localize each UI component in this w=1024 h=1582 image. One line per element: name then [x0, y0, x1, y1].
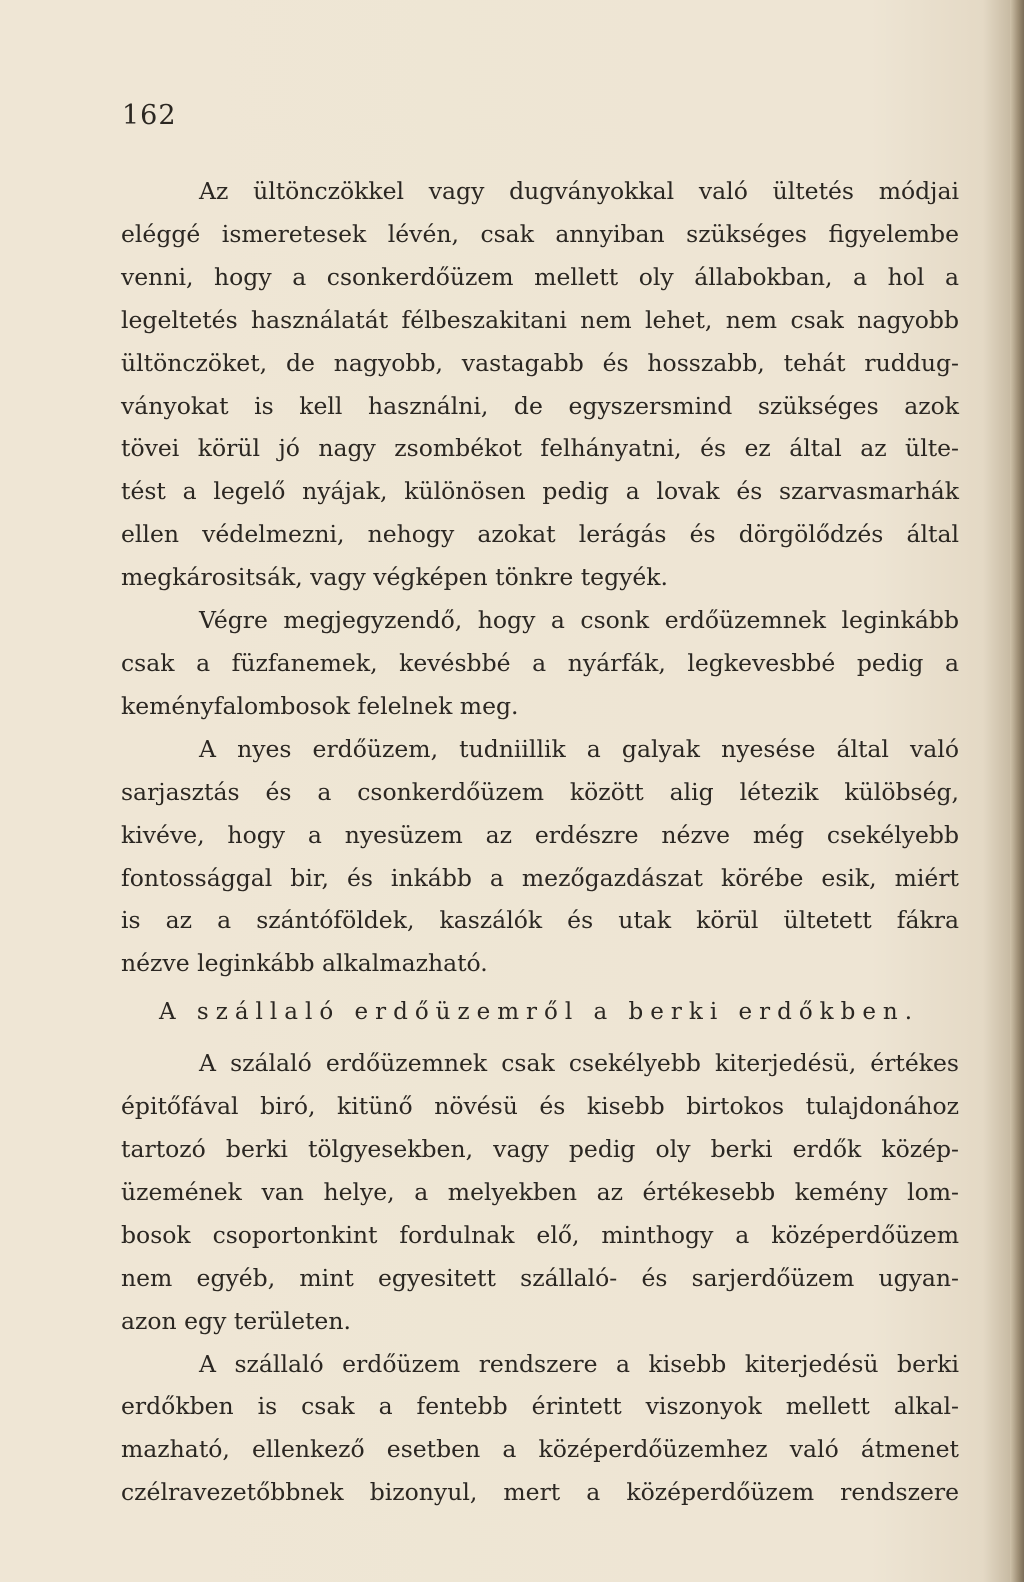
section-heading: A szállaló erdőüzemről a berki erdőkben.: [159, 999, 920, 1026]
text-line: épitőfával biró, kitünő növésü és kisebb birtokos tulajdonához: [121, 1092, 959, 1121]
text-line: czélravezetőbbnek bizonyul, mert a középerdőüzem rendszere: [121, 1478, 959, 1507]
text-line: megkárositsák, vagy végképen tönkre tegyék.: [121, 563, 669, 592]
text-line: erdőkben is csak a fentebb érintett viszonyok mellett alkal-: [121, 1392, 959, 1421]
text-line: tartozó berki tölgyesekben, vagy pedig oly berki erdők közép-: [121, 1135, 959, 1164]
text-line: fontossággal bir, és inkább a mezőgazdászat körébe esik, miért: [121, 863, 959, 892]
text-line: is az a szántóföldek, kaszálók és utak körül ültetett fákra: [121, 906, 959, 935]
paragraph: [121, 599, 959, 728]
paragraph: [121, 1042, 959, 1342]
text-line: Végre megjegyzendő, hogy a csonk erdőüzemnek leginkább: [199, 606, 959, 635]
text-line: mazható, ellenkező esetben a középerdőüzemhez való átmenet: [121, 1435, 959, 1464]
text-line: keményfalombosok felelnek meg.: [121, 691, 519, 720]
text-line: kivéve, hogy a nyesüzem az erdészre nézve még csekélyebb: [121, 820, 959, 849]
text-line: csak a füzfanemek, kevésbbé a nyárfák, legkevesbbé pedig a: [121, 648, 959, 677]
text-line: tést a legelő nyájak, különösen pedig a lovak és szarvasmarhák: [121, 477, 959, 506]
paragraph: [121, 1343, 959, 1515]
text-line: sarjasztás és a csonkerdőüzem között alig létezik külöbség,: [121, 777, 959, 806]
text-line: üzemének van helye, a melyekben az értékesebb kemény lom-: [121, 1177, 959, 1206]
page-number: 162: [122, 100, 177, 131]
text-line: eléggé ismeretesek lévén, csak annyiban szükséges figyelembe: [121, 219, 959, 248]
text-line: azon egy területen.: [121, 1306, 351, 1335]
text-line: A nyes erdőüzem, tudniillik a galyak nyesése által való: [199, 734, 959, 763]
text-line: ványokat is kell használni, de egyszersmind szükséges azok: [121, 391, 959, 420]
body-text: [121, 170, 959, 1514]
text-line: tövei körül jó nagy zsombékot felhányatni, és ez által az ülte-: [121, 434, 959, 463]
text-line: A szállaló erdőüzem rendszere a kisebb kiterjedésü berki: [199, 1349, 959, 1378]
text-line: nézve leginkább alkalmazható.: [121, 949, 488, 978]
paragraph: [121, 170, 959, 599]
text-line: bosok csoportonkint fordulnak elő, minthogy a középerdőüzem: [121, 1220, 959, 1249]
page-edge: [1010, 0, 1024, 1582]
text-line: legeltetés használatát félbeszakitani nem lehet, nem csak nagyobb: [121, 305, 959, 334]
text-line: ellen védelmezni, nehogy azokat lerágás és dörgölődzés által: [121, 520, 959, 549]
text-line: nem egyéb, mint egyesitett szállaló- és sarjerdőüzem ugyan-: [121, 1263, 959, 1292]
text-line: ültönczöket, de nagyobb, vastagabb és hosszabb, tehát ruddug-: [121, 348, 959, 377]
text-line: A szálaló erdőüzemnek csak csekélyebb kiterjedésü, értékes: [199, 1049, 959, 1078]
text-line: venni, hogy a csonkerdőüzem mellett oly állabokban, a hol a: [121, 262, 959, 291]
paragraph: [121, 728, 959, 985]
text-line: Az ültönczökkel vagy dugványokkal való ültetés módjai: [199, 177, 959, 205]
